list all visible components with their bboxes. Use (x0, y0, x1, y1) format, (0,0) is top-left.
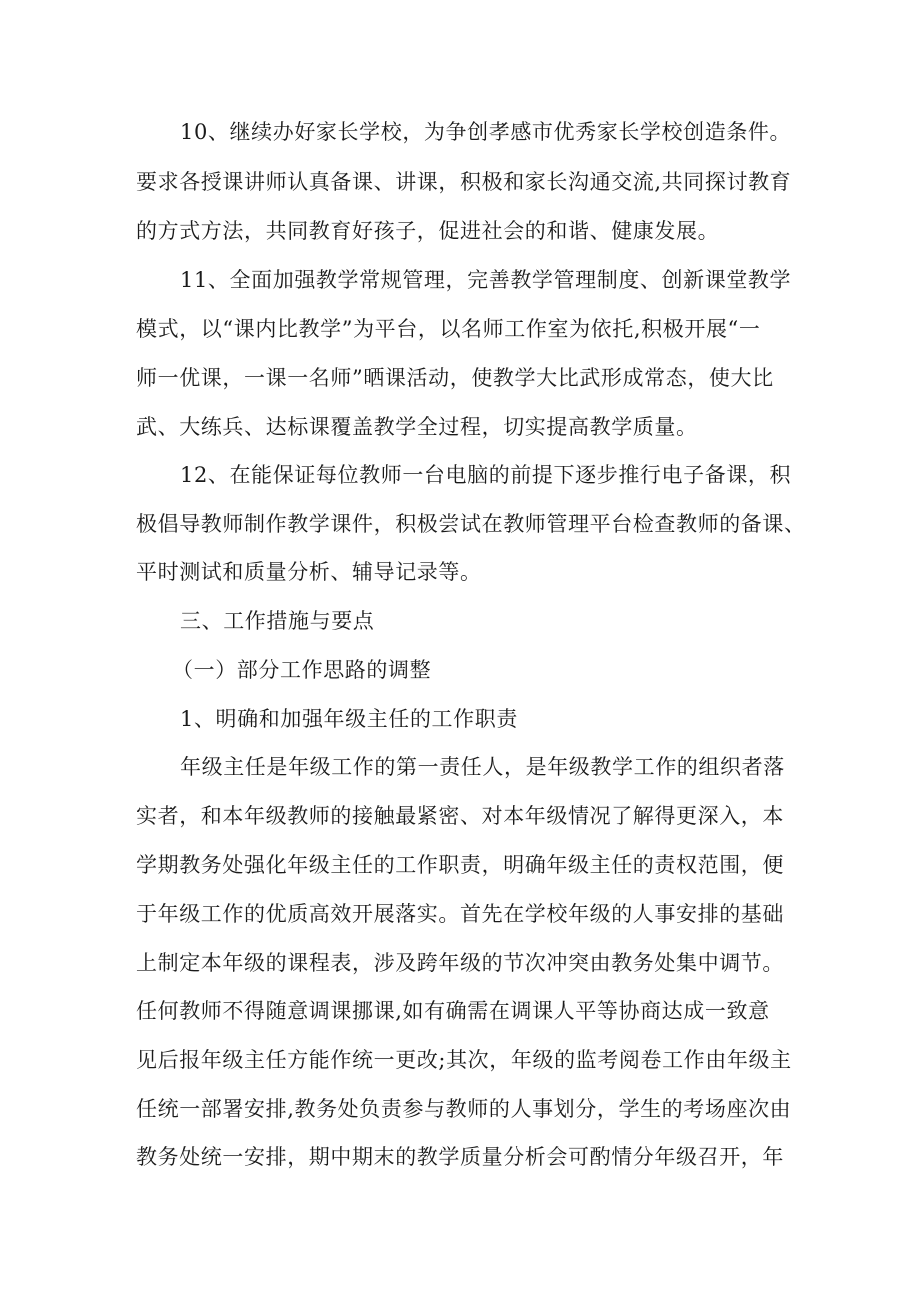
paragraph-10-line-1: 10、继续办好家长学校，为争创孝感市优秀家长学校创造条件。 (180, 120, 792, 144)
section-heading-3: 三、工作措施与要点 (180, 609, 375, 633)
body-paragraph-line-8: 任统一部署安排,教务处负责参与教师的人事划分，学生的考场座次由 (136, 1097, 792, 1121)
body-paragraph-line-5: 上制定本年级的课程表，涉及跨年级的节次冲突由教务处集中调节。 (136, 951, 784, 975)
body-paragraph-line-9: 教务处统一安排，期中期末的教学质量分析会可酌情分年级召开，年 (136, 1145, 784, 1169)
body-paragraph-line-7: 见后报年级主任方能作统一更改;其次，年级的监考阅卷工作由年级主 (136, 1048, 792, 1072)
paragraph-12-line-3: 平时测试和质量分析、辅导记录等。 (136, 560, 482, 584)
body-paragraph-line-4: 于年级工作的优质高效开展落实。首先在学校年级的人事安排的基础 (136, 902, 784, 926)
subsection-heading-1: （一）部分工作思路的调整 (172, 658, 432, 682)
body-paragraph-line-6: 任何教师不得随意调课挪课,如有确需在调课人平等协商达成一致意 (136, 999, 770, 1023)
paragraph-12-line-2: 极倡导教师制作教学课件，积极尝试在教师管理平台检查教师的备课、 (136, 512, 806, 536)
paragraph-12-line-1: 12、在能保证每位教师一台电脑的前提下逐步推行电子备课，积 (180, 463, 792, 487)
body-paragraph-line-1: 年级主任是年级工作的第一责任人，是年级教学工作的组织者落 (180, 755, 785, 779)
paragraph-10-line-2: 要求各授课讲师认真备课、讲课，积极和家长沟通交流,共同探讨教育 (136, 170, 792, 194)
item-heading-1: 1、明确和加强年级主任的工作职责 (180, 707, 518, 731)
paragraph-11-line-2: 模式，以“课内比教学”为平台，以名师工作室为依托,积极开展“一 (136, 317, 761, 341)
paragraph-10-line-3: 的方式方法，共同教育好孩子，促进社会的和谐、健康发展。 (136, 219, 720, 243)
body-paragraph-line-3: 学期教务处强化年级主任的工作职责，明确年级主任的责权范围，便 (136, 853, 784, 877)
body-paragraph-line-2: 实者，和本年级教师的接触最紧密、对本年级情况了解得更深入，本 (136, 804, 784, 828)
paragraph-11-line-1: 11、全面加强教学常规管理，完善教学管理制度、创新课堂教学 (180, 268, 792, 292)
paragraph-11-line-3: 师一优课，一课一名师”晒课活动，使教学大比武形成常态，使大比 (136, 366, 774, 390)
paragraph-11-line-4: 武、大练兵、达标课覆盖教学全过程，切实提高教学质量。 (136, 415, 698, 439)
